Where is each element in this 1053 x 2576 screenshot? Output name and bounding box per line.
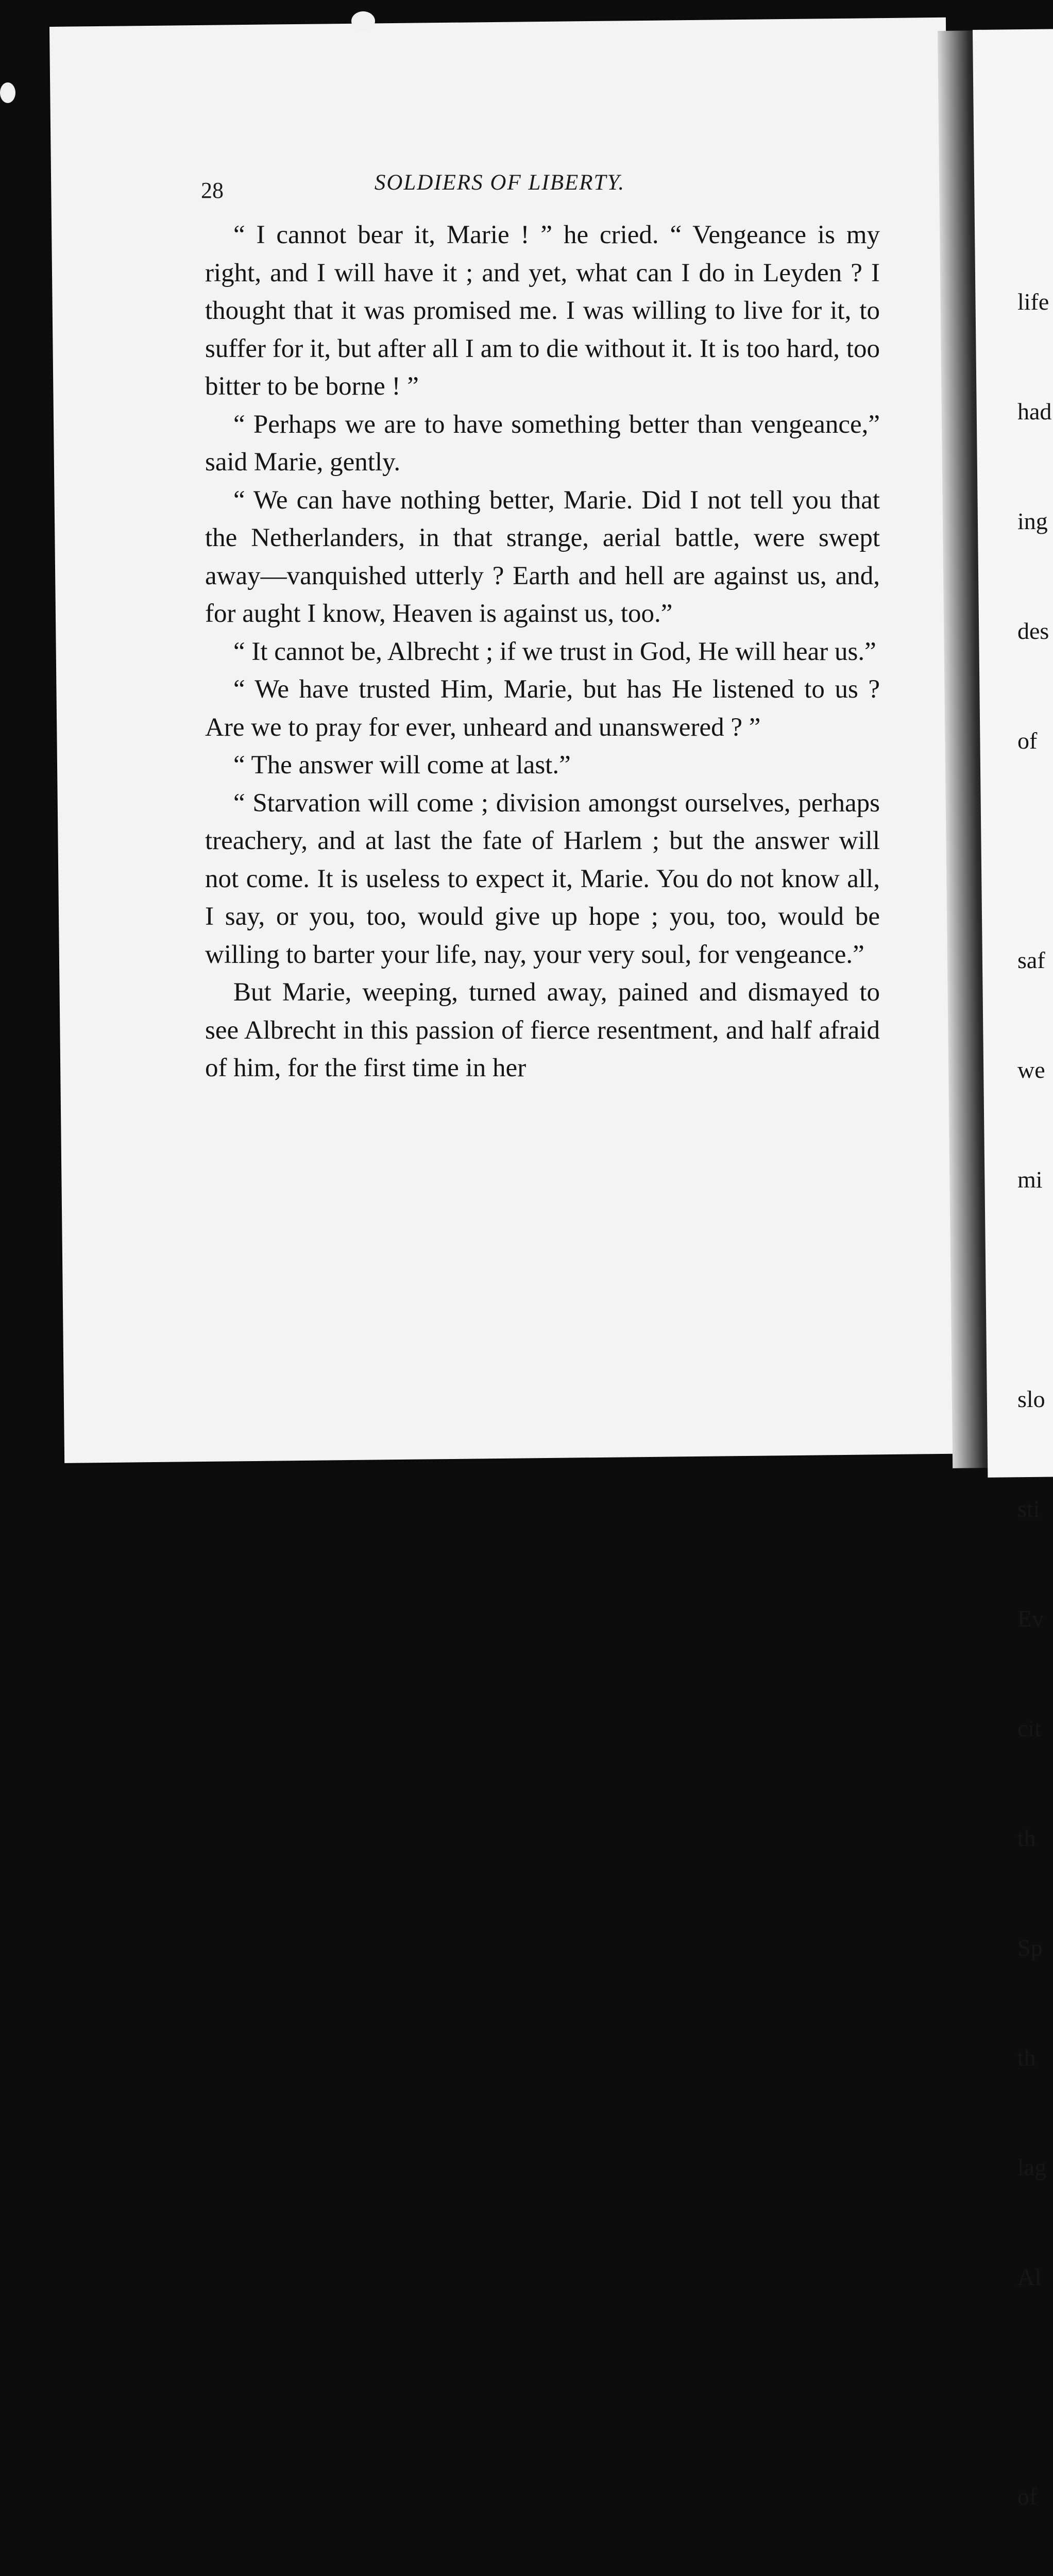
paragraph: “ We have trusted Him, Marie, but has He listened to us ? Are we to pray for ever, unheard and unanswered ? ” (205, 675, 880, 742)
text-fragment: sti (1017, 1496, 1040, 1522)
paragraph: “ It cannot be, Albrecht ; if we trust in God, He will hear us.” (233, 637, 876, 666)
text-fragment (1017, 1271, 1053, 1308)
text-fragment: th (1017, 2044, 1036, 2071)
text-fragment: lag (1017, 2154, 1047, 2180)
text-fragment: Al (1017, 2264, 1041, 2290)
text-fragment: life (1017, 289, 1049, 315)
paper-speck (0, 82, 15, 103)
text-fragment: des (1017, 618, 1049, 644)
text-fragment: mi (1017, 1166, 1043, 1193)
text-fragment: we (1017, 1057, 1045, 1083)
paragraph: “ The answer will come at last.” (233, 751, 571, 779)
text-fragment: Ev (1017, 1605, 1044, 1632)
page-number: 28 (201, 178, 224, 203)
text-fragment: slo (1017, 1386, 1045, 1412)
paragraph: “ Starvation will come ; division amongst ourselves, perhaps treachery, and at last the fate of Harlem ; but the answer will not come. It is useless to expect it, Marie. You do not know all, I say, or you, too, would give up hope ; you, too, would be willing to barter your life, nay, your very soul, for vengeance.” (205, 788, 880, 969)
paragraph: “ I cannot bear it, Marie ! ” he cried. “ Vengeance is my right, and I will have it ; and yet, what can I do in Leyden ? I thought that it was promised me. I was willing to live for it, to suffer for it, but after all I am to die without it. It is too hard, too bitter to be borne ! ” (205, 221, 880, 401)
paragraph: “ Perhaps we are to have something better than vengeance,” said Marie, gently. (205, 410, 880, 477)
text-fragment: of (1017, 727, 1038, 754)
body-text (205, 216, 880, 1088)
page-header (149, 170, 886, 206)
text-fragment: ing (1017, 508, 1048, 534)
text-fragment: cit (1017, 1715, 1041, 1741)
paragraph: “ We can have nothing better, Marie. Did I not tell you that the Netherlanders, in that strange, aerial battle, were swept away—vanquished utterly ? Earth and hell are against us, and, for aught I know, Heaven is against us, too.” (205, 485, 880, 628)
text-fragment (1017, 2368, 1053, 2405)
text-fragment: th (1017, 1825, 1036, 1851)
running-title: SOLDIERS OF LIBERTY. (374, 171, 625, 195)
text-fragment: saf (1017, 947, 1045, 973)
text-fragment (1017, 832, 1053, 869)
text-fragment: Sp (1017, 1935, 1043, 1961)
right-page-text-fragments (1017, 210, 1053, 2576)
text-fragment: of (1017, 2483, 1038, 2510)
paper-speck (351, 11, 375, 31)
paragraph: But Marie, weeping, turned away, pained and dismayed to see Albrecht in this passion of fierce resentment, and half afraid of him, for the first time in her (205, 978, 880, 1082)
text-fragment: had (1017, 398, 1052, 425)
